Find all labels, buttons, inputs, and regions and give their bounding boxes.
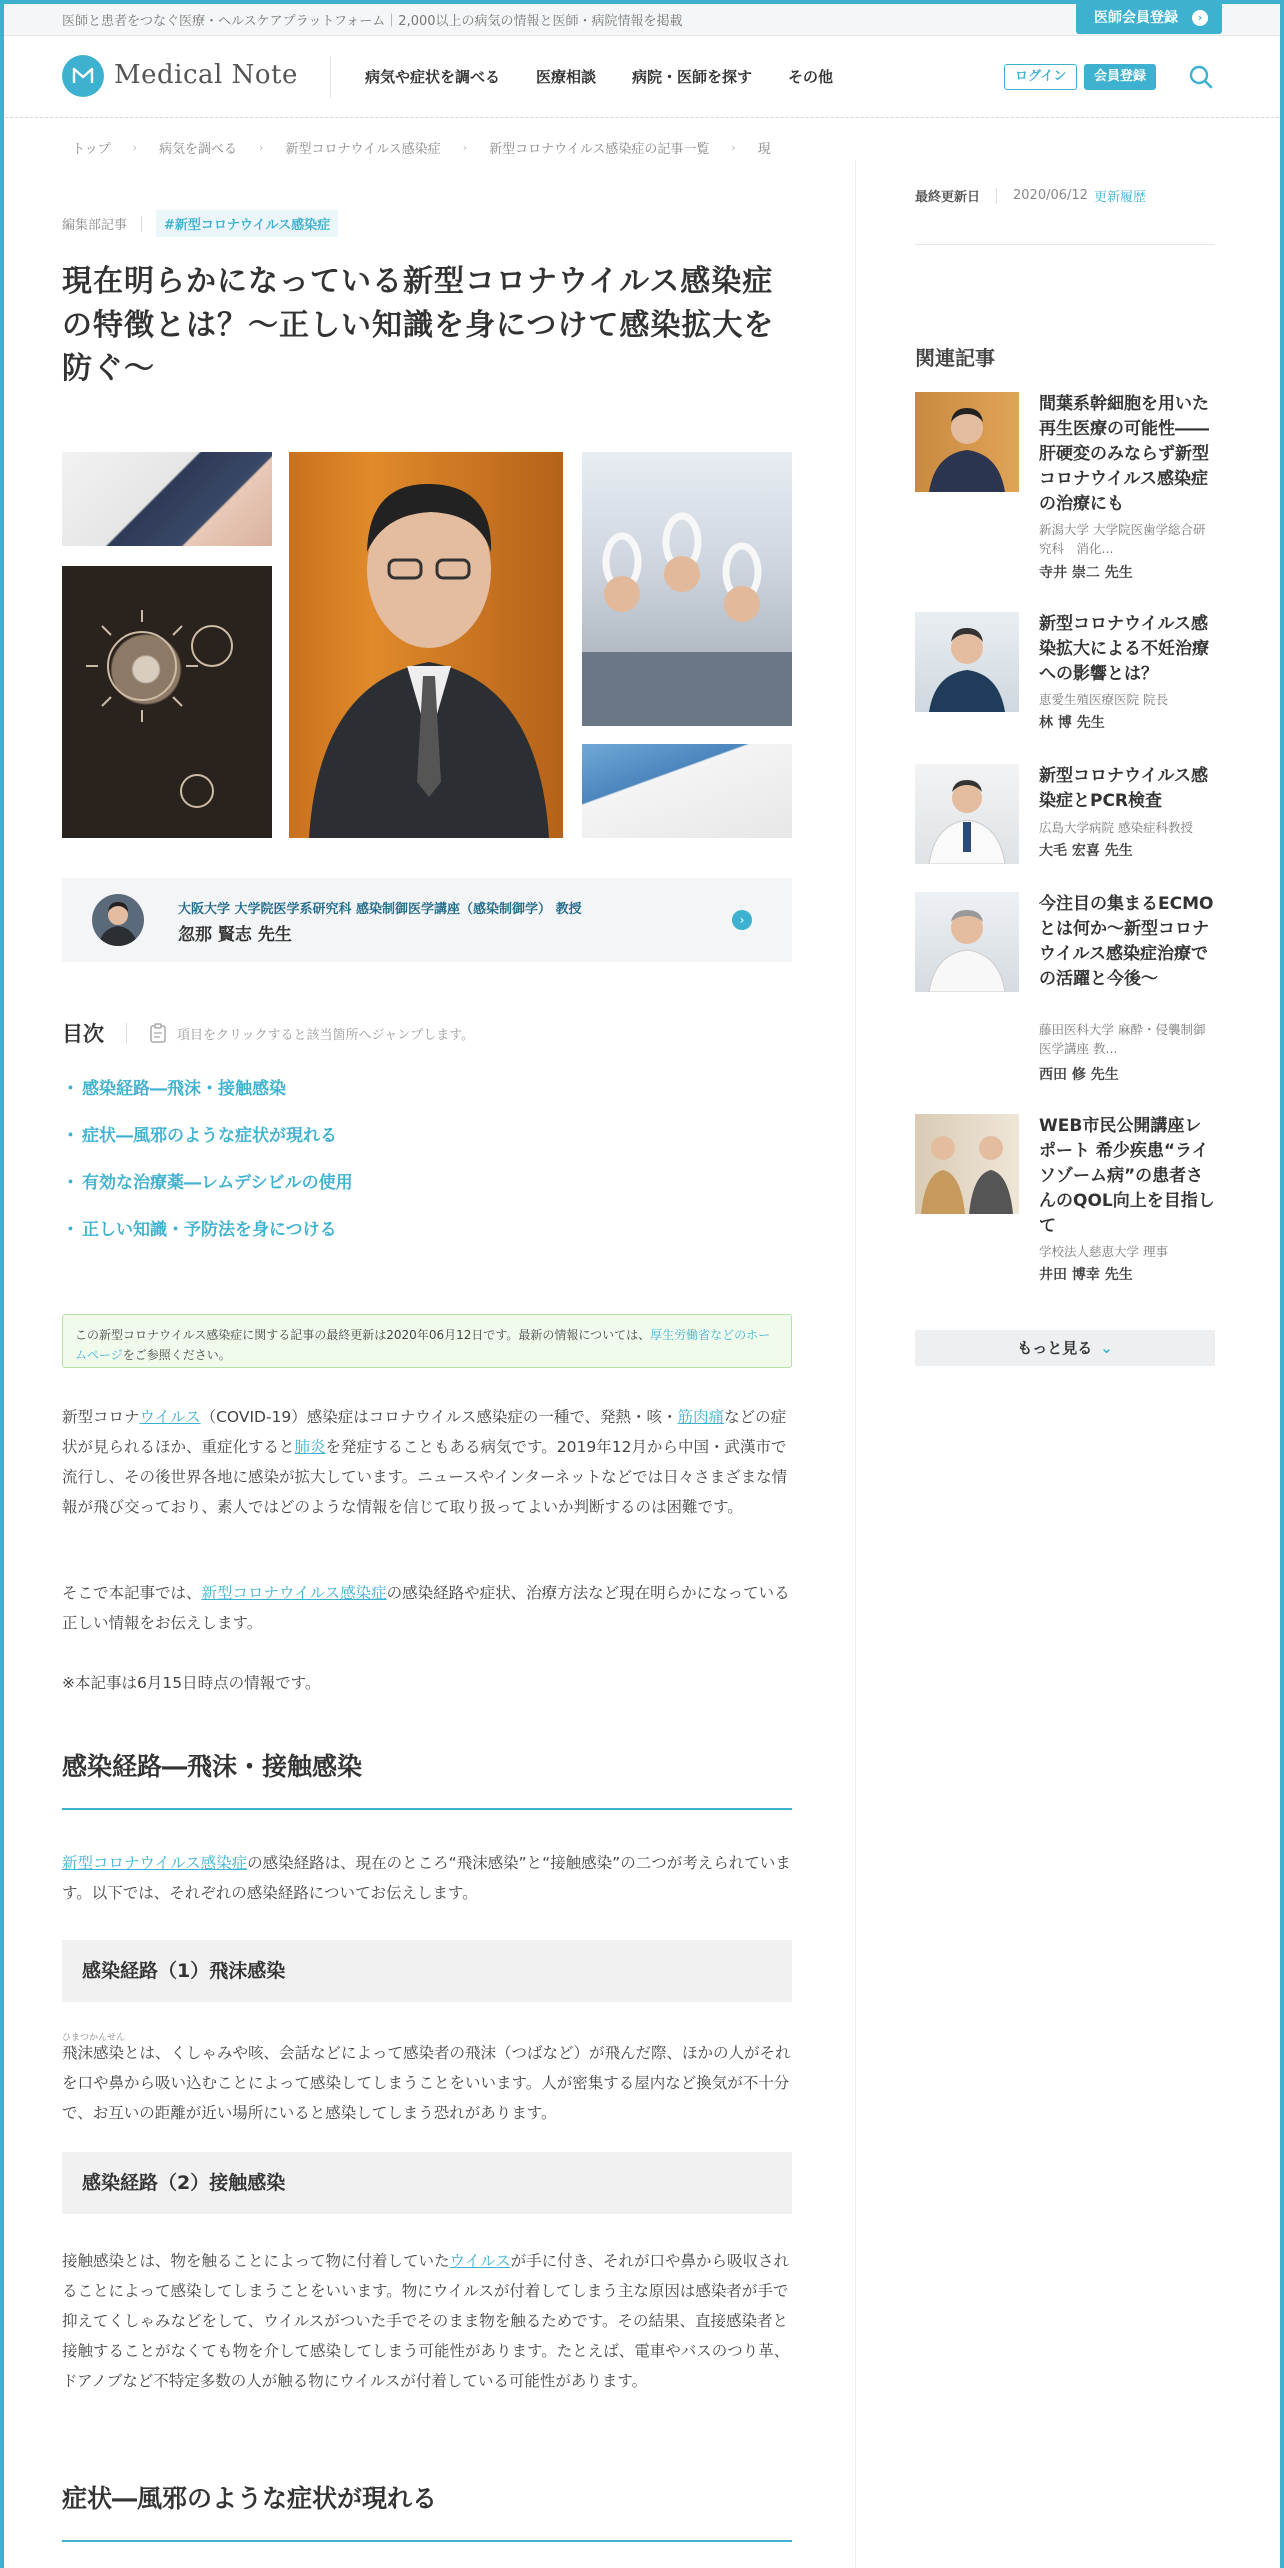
related-doctor: 井田 博幸 先生	[1039, 1267, 1133, 1283]
article-image-doctor	[289, 452, 563, 838]
tag-badge[interactable]: #新型コロナウイルス感染症	[156, 210, 338, 237]
related-affiliation: 学校法人慈恵大学 理事	[1039, 1244, 1168, 1259]
update-notice	[62, 1314, 792, 1368]
related-title-text: 新型コロナウイルス感染症とPCR検査	[1039, 766, 1208, 811]
last-updated	[915, 186, 1146, 205]
related-doctor: 寺井 崇二 先生	[1039, 565, 1133, 581]
section-heading-symptoms: 症状―風邪のような症状が現れる	[62, 2482, 792, 2542]
related-article[interactable]	[915, 892, 1215, 1102]
search-icon[interactable]	[1186, 62, 1216, 92]
logo-text[interactable]: Medical Note	[114, 60, 298, 90]
related-affiliation: 新潟大学 大学院医歯学総合研究科 消化...	[1039, 522, 1206, 556]
nav-search-diseases[interactable]: 病気や症状を調べる	[365, 68, 501, 86]
link-pneumonia[interactable]: 肺炎	[294, 1438, 326, 1456]
breadcrumb-covid-articles[interactable]: 新型コロナウイルス感染症の記事一覧	[489, 142, 710, 157]
doctor-register-label: 医師会員登録	[1094, 10, 1178, 26]
article-image-virus	[62, 566, 272, 838]
sidebar-divider	[915, 244, 1215, 245]
toc-item-label: 感染経路―飛沫・接触感染	[82, 1079, 286, 1099]
breadcrumb-diseases[interactable]: 病気を調べる	[159, 142, 238, 157]
breadcrumb-separator: ›	[731, 141, 736, 154]
history-link[interactable]: 更新履歴	[1093, 190, 1146, 205]
notice-link[interactable]: 厚生労働省などのホームページ	[75, 1328, 771, 1363]
top-strip	[0, 0, 1284, 36]
link-virus[interactable]: ウイルス	[139, 1408, 201, 1426]
doctor-register-button[interactable]	[1076, 2, 1222, 34]
intro-paragraph-3: ※本記事は6月15日時点の情報です。	[62, 1674, 321, 1692]
chevron-right-icon: ›	[1192, 10, 1208, 26]
doctor-name: 忽那 賢志 先生	[178, 925, 292, 945]
related-title-text: WEB市民公開講座レポート 希少疾患“ライソゾーム病”の患者さんのQOL向上を目指して	[1039, 1116, 1215, 1236]
related-affiliation: 藤田医科大学 麻酔・侵襲制御医学講座 教...	[1039, 1022, 1206, 1056]
related-doctor: 大毛 宏喜 先生	[1039, 843, 1133, 859]
related-title-text: 新型コロナウイルス感染拡大による不妊治療への影響とは？	[1039, 614, 1209, 684]
related-article[interactable]	[915, 764, 1215, 874]
toc-hint	[149, 1023, 474, 1043]
main-nav	[365, 66, 833, 87]
intro-paragraph-1	[62, 1402, 792, 1522]
intro-text: を発症することもある病気です。2019年12月から中国・武漢市で流行し、その後世界各地に感染が拡大しています。ニュースやインターネットなどでは日々さまざまな情報が飛び交っており、素人ではどのような情報を信じて取り扱ってよいか判断するのは困難です。	[62, 1438, 788, 1516]
logo-icon[interactable]	[62, 55, 104, 97]
related-doctor: 西田 修 先生	[1039, 1067, 1119, 1083]
breadcrumb-top[interactable]: トップ	[72, 142, 111, 157]
breadcrumb-separator: ›	[462, 141, 468, 154]
updated-date: 2020/06/12	[1013, 188, 1088, 203]
article-meta	[62, 210, 338, 237]
ruby-annotation: ひまつかんせん	[62, 2033, 126, 2043]
chevron-down-icon: ⌄	[1100, 1339, 1113, 1357]
related-doctor: 林 博 先生	[1039, 715, 1105, 731]
notice-text: この新型コロナウイルス感染症に関する記事の最終更新は2020年06月12日です。最新の情報については、	[75, 1328, 651, 1342]
site-tagline: 医師と患者をつなぐ医療・ヘルスケアプラットフォーム｜2,000以上の病気の情報と医師・病院情報を掲載	[62, 14, 683, 29]
doctor-card[interactable]	[62, 878, 792, 962]
related-affiliation: 恵愛生殖医療医院 院長	[1039, 692, 1168, 707]
more-button[interactable]	[915, 1330, 1215, 1366]
toc-header	[62, 1018, 474, 1048]
clipboard-icon	[149, 1023, 167, 1043]
column-divider	[855, 160, 856, 2568]
nav-consultation[interactable]: 医療相談	[536, 68, 597, 86]
article-image-mask	[582, 744, 792, 838]
contact-paragraph	[62, 2246, 792, 2396]
breadcrumb-separator: ›	[259, 141, 264, 154]
article-image-train	[582, 452, 792, 726]
contact-text: が手に付き、それが口や鼻から吸収されることによって感染してしまうことをいいます。物にウイルスが付着してしまう主な原因は感染者が手で抑えてくしゃみなどをして、ウイルスがついた手でそのまま物を触るためです。その結果、直接感染者と接触することがなくても物を介して感染してしまう可能性があります。たとえば、電車やバスのつり革、ドアノブなど不特定多数の人が触る物にウイルスが付着している可能性があります。	[62, 2252, 790, 2390]
breadcrumb-current: 現	[757, 142, 771, 157]
droplet-paragraph: 飛沫感染とは、くしゃみや咳、会話などによって感染者の飛沫（つばなど）が飛んだ際、ほかの人がそれを口や鼻から吸い込むことによって感染してしまうことをいいます。人が密集する屋内など換気が不十分で、お互いの距離が近い場所にいると感染してしまう恐れがあります。	[62, 2044, 791, 2122]
more-label: もっと見る	[1017, 1339, 1093, 1357]
intro-text: （COVID-19）感染症はコロナウイルス感染症の一種で、発熱・咳・	[200, 1408, 678, 1426]
intro-text: 新型コロナ	[62, 1408, 140, 1426]
article-title: 現在明らかになっている新型コロナウイルス感染症の特徴とは？〜正しい知識を身につけて感染拡大を防ぐ〜	[62, 264, 775, 386]
toc-list	[62, 1074, 353, 1262]
related-thumbnail	[915, 764, 1019, 864]
article-image-cough	[62, 452, 272, 546]
image-gallery	[62, 452, 792, 838]
transmission-paragraph	[62, 1848, 792, 1908]
breadcrumb-covid[interactable]: 新型コロナウイルス感染症	[285, 142, 441, 157]
nav-other[interactable]: その他	[788, 68, 834, 86]
notice-text-end: をご参照ください。	[122, 1348, 231, 1363]
link-covid[interactable]: 新型コロナウイルス感染症	[62, 1854, 248, 1872]
toc-divider	[126, 1023, 127, 1043]
intro-text: などの症状が見られるほか、重症化すると	[62, 1408, 787, 1456]
intro-text: そこで本記事では、	[62, 1584, 202, 1602]
doctor-affiliation: 大阪大学 大学院医学系研究科 感染制御医学講座（感染制御学） 教授	[178, 902, 582, 917]
nav-find-hospital[interactable]: 病院・医師を探す	[632, 68, 753, 86]
toc-item[interactable]: ・ 有効な治療薬―レムデシビルの使用	[62, 1168, 353, 1215]
toc-item[interactable]: ・ 感染経路―飛沫・接触感染	[62, 1074, 353, 1121]
toc-item-label: 正しい知識・予防法を身につける	[82, 1220, 337, 1240]
header-divider	[330, 56, 331, 98]
toc-item[interactable]: ・ 症状―風邪のような症状が現れる	[62, 1121, 353, 1168]
breadcrumb	[72, 138, 771, 157]
intro-paragraph-2	[62, 1578, 792, 1638]
intro-text: の感染経路や症状、治療方法など現在明らかになっている正しい情報をお伝えします。	[62, 1584, 790, 1632]
related-thumbnail	[915, 1114, 1019, 1214]
site-header	[0, 36, 1284, 118]
related-thumbnail	[915, 892, 1019, 992]
related-title: 関連記事	[915, 346, 995, 370]
related-title-text: 今注目の集まるECMOとは何か〜新型コロナウイルス感染症治療での活躍と今後〜	[1039, 894, 1214, 989]
subsection-droplet: 感染経路（1）飛沫感染	[62, 1940, 792, 2002]
contact-text: 接触感染とは、物を触ることによって物に付着していた	[62, 2252, 450, 2270]
related-article[interactable]	[915, 1114, 1215, 1304]
toc-item[interactable]: ・ 正しい知識・予防法を身につける	[62, 1215, 353, 1262]
related-title-text: 間葉系幹細胞を用いた再生医療の可能性――肝硬変のみならず新型コロナウイルス感染症の治療にも	[1039, 394, 1209, 514]
meta-divider	[141, 216, 142, 232]
related-article[interactable]	[915, 612, 1215, 742]
transmission-text: の感染経路は、現在のところ“飛沫感染”と“接触感染”の二つが考えられています。以下では、それぞれの感染経路についてお伝えします。	[62, 1854, 791, 1902]
subsection-contact: 感染経路（2）接触感染	[62, 2152, 792, 2214]
link-myalgia[interactable]: 筋肉痛	[677, 1408, 725, 1426]
doctor-avatar	[92, 894, 144, 946]
updated-label: 最終更新日	[915, 190, 981, 205]
section-heading-transmission: 感染経路―飛沫・接触感染	[62, 1750, 792, 1810]
related-thumbnail	[915, 392, 1019, 492]
related-thumbnail	[915, 612, 1019, 712]
chevron-right-icon: ›	[732, 910, 752, 930]
link-covid[interactable]: 新型コロナウイルス感染症	[201, 1584, 387, 1602]
related-affiliation: 広島大学病院 感染症科教授	[1039, 820, 1193, 835]
author-type: 編集部記事	[62, 218, 128, 233]
updated-divider	[996, 188, 997, 204]
toc-item-label: 症状―風邪のような症状が現れる	[82, 1126, 337, 1146]
toc-title: 目次	[62, 1022, 104, 1046]
login-button[interactable]: ログイン	[1004, 64, 1077, 90]
link-virus[interactable]: ウイルス	[449, 2252, 511, 2270]
breadcrumb-separator: ›	[132, 141, 138, 154]
related-article[interactable]	[915, 392, 1215, 582]
toc-item-label: 有効な治療薬―レムデシビルの使用	[82, 1173, 353, 1193]
register-button[interactable]: 会員登録	[1084, 64, 1156, 90]
toc-hint-text: 項目をクリックすると該当箇所へジャンプします。	[177, 1027, 475, 1043]
